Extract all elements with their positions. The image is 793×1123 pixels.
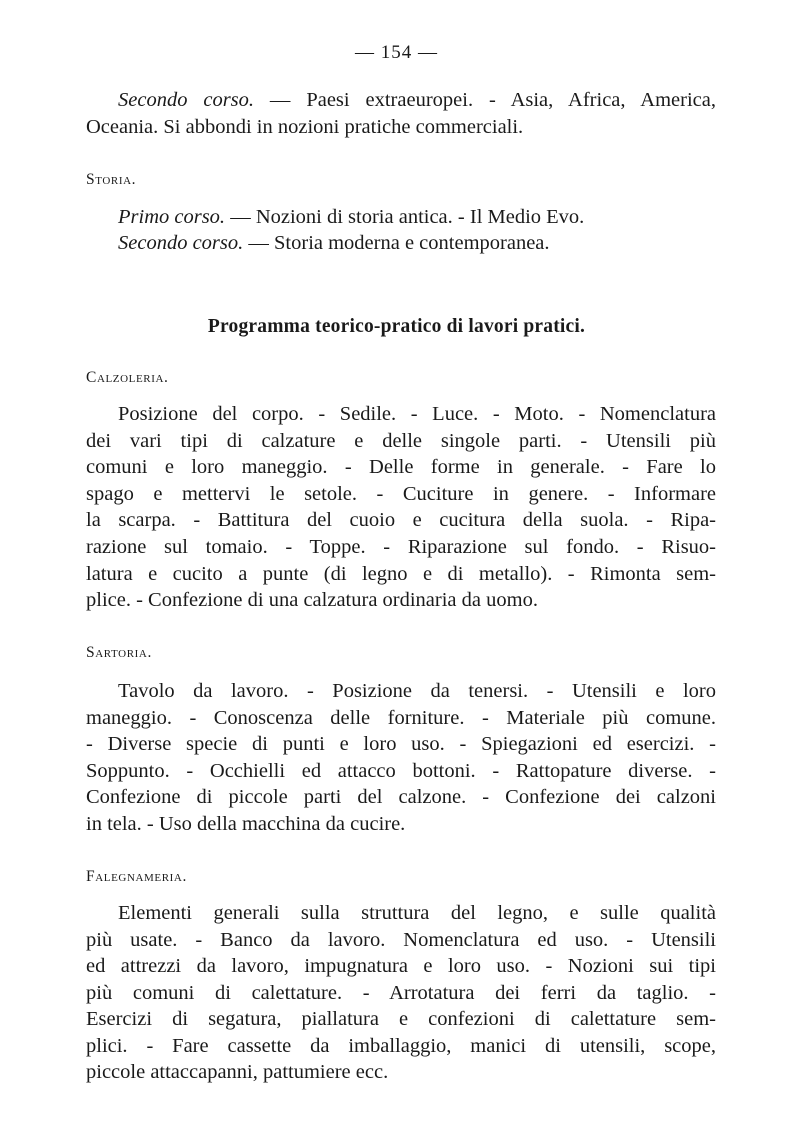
paragraph-line: dei vari tipi di calzature e delle singole parti. - Utensili più [86, 430, 716, 452]
paragraph-line: la scarpa. - Battitura del cuoio e cucitura della suola. - Ripa- [86, 509, 716, 531]
section-heading-storia: Storia. [86, 171, 137, 188]
course-label: Secondo corso. [118, 89, 255, 111]
paragraph-line: più usate. - Banco da lavoro. Nomenclatura ed uso. - Utensili [86, 929, 716, 951]
storia-primo-corso [118, 207, 584, 228]
page-number: — 154 — [355, 42, 438, 63]
course-label: Primo corso. [118, 206, 226, 228]
paragraph-line: razione sul tomaio. - Toppe. - Riparazione sul fondo. - Risuo- [86, 536, 716, 558]
paragraph-line: Confezione di piccole parti del calzone. - Confezione dei calzoni [86, 786, 716, 808]
paragraph-line: plice. - Confezione di una calzatura ordinaria da uomo. [86, 589, 538, 611]
paragraph-line: piccole attaccapanni, pattumiere ecc. [86, 1061, 389, 1083]
geografia-line-2: Oceania. Si abbondi in nozioni pratiche commerciali. [86, 116, 524, 138]
course-label: Secondo corso. [118, 232, 244, 254]
section-heading-sartoria: Sartoria. [86, 644, 152, 661]
paragraph-line: in tela. - Uso della macchina da cucire. [86, 813, 406, 835]
course-text: — Nozioni di storia antica. - Il Medio Evo. [225, 206, 585, 228]
paragraph-line: Soppunto. - Occhielli ed attacco bottoni. - Rattopature diverse. - [86, 760, 716, 782]
paragraph-line: latura e cucito a punte (di legno e di metallo). - Rimonta sem- [86, 563, 716, 585]
paragraph-line: maneggio. - Conoscenza delle forniture. - Materiale più comune. [86, 707, 716, 729]
paragraph-line: - Diverse specie di punti e loro uso. - Spiegazioni ed esercizi. - [86, 733, 716, 755]
paragraph-line: plici. - Fare cassette da imballaggio, manici di utensili, scope, [86, 1035, 716, 1057]
paragraph-line: più comuni di calettature. - Arrotatura dei ferri da taglio. - [86, 982, 716, 1004]
course-text: — Storia moderna e contemporanea. [243, 232, 550, 254]
paragraph-line: Posizione del corpo. - Sedile. - Luce. - Moto. - Nomenclatura [118, 403, 716, 425]
section-heading-calzoleria: Calzoleria. [86, 369, 169, 386]
section-heading-falegnameria: Falegnameria. [86, 868, 187, 885]
paragraph-line: Elementi generali sulla struttura del legno, e sulle qualità [118, 902, 716, 924]
course-text: — Paesi extraeuropei. - Asia, Africa, America, [254, 89, 716, 111]
paragraph-line: comuni e loro maneggio. - Delle forme in generale. - Fare lo [86, 456, 716, 478]
programma-title: Programma teorico-pratico di lavori pratici. [207, 316, 586, 337]
paragraph-line: Esercizi di segatura, piallatura e confezioni di calettature sem- [86, 1008, 716, 1030]
geografia-line-1 [118, 90, 716, 111]
paragraph-line: Tavolo da lavoro. - Posizione da tenersi. - Utensili e loro [118, 680, 716, 702]
storia-secondo-corso [118, 233, 550, 254]
paragraph-line: ed attrezzi da lavoro, impugnatura e loro uso. - Nozioni sui tipi [86, 955, 716, 977]
paragraph-line: spago e mettervi le setole. - Cuciture in genere. - Informare [86, 483, 716, 505]
